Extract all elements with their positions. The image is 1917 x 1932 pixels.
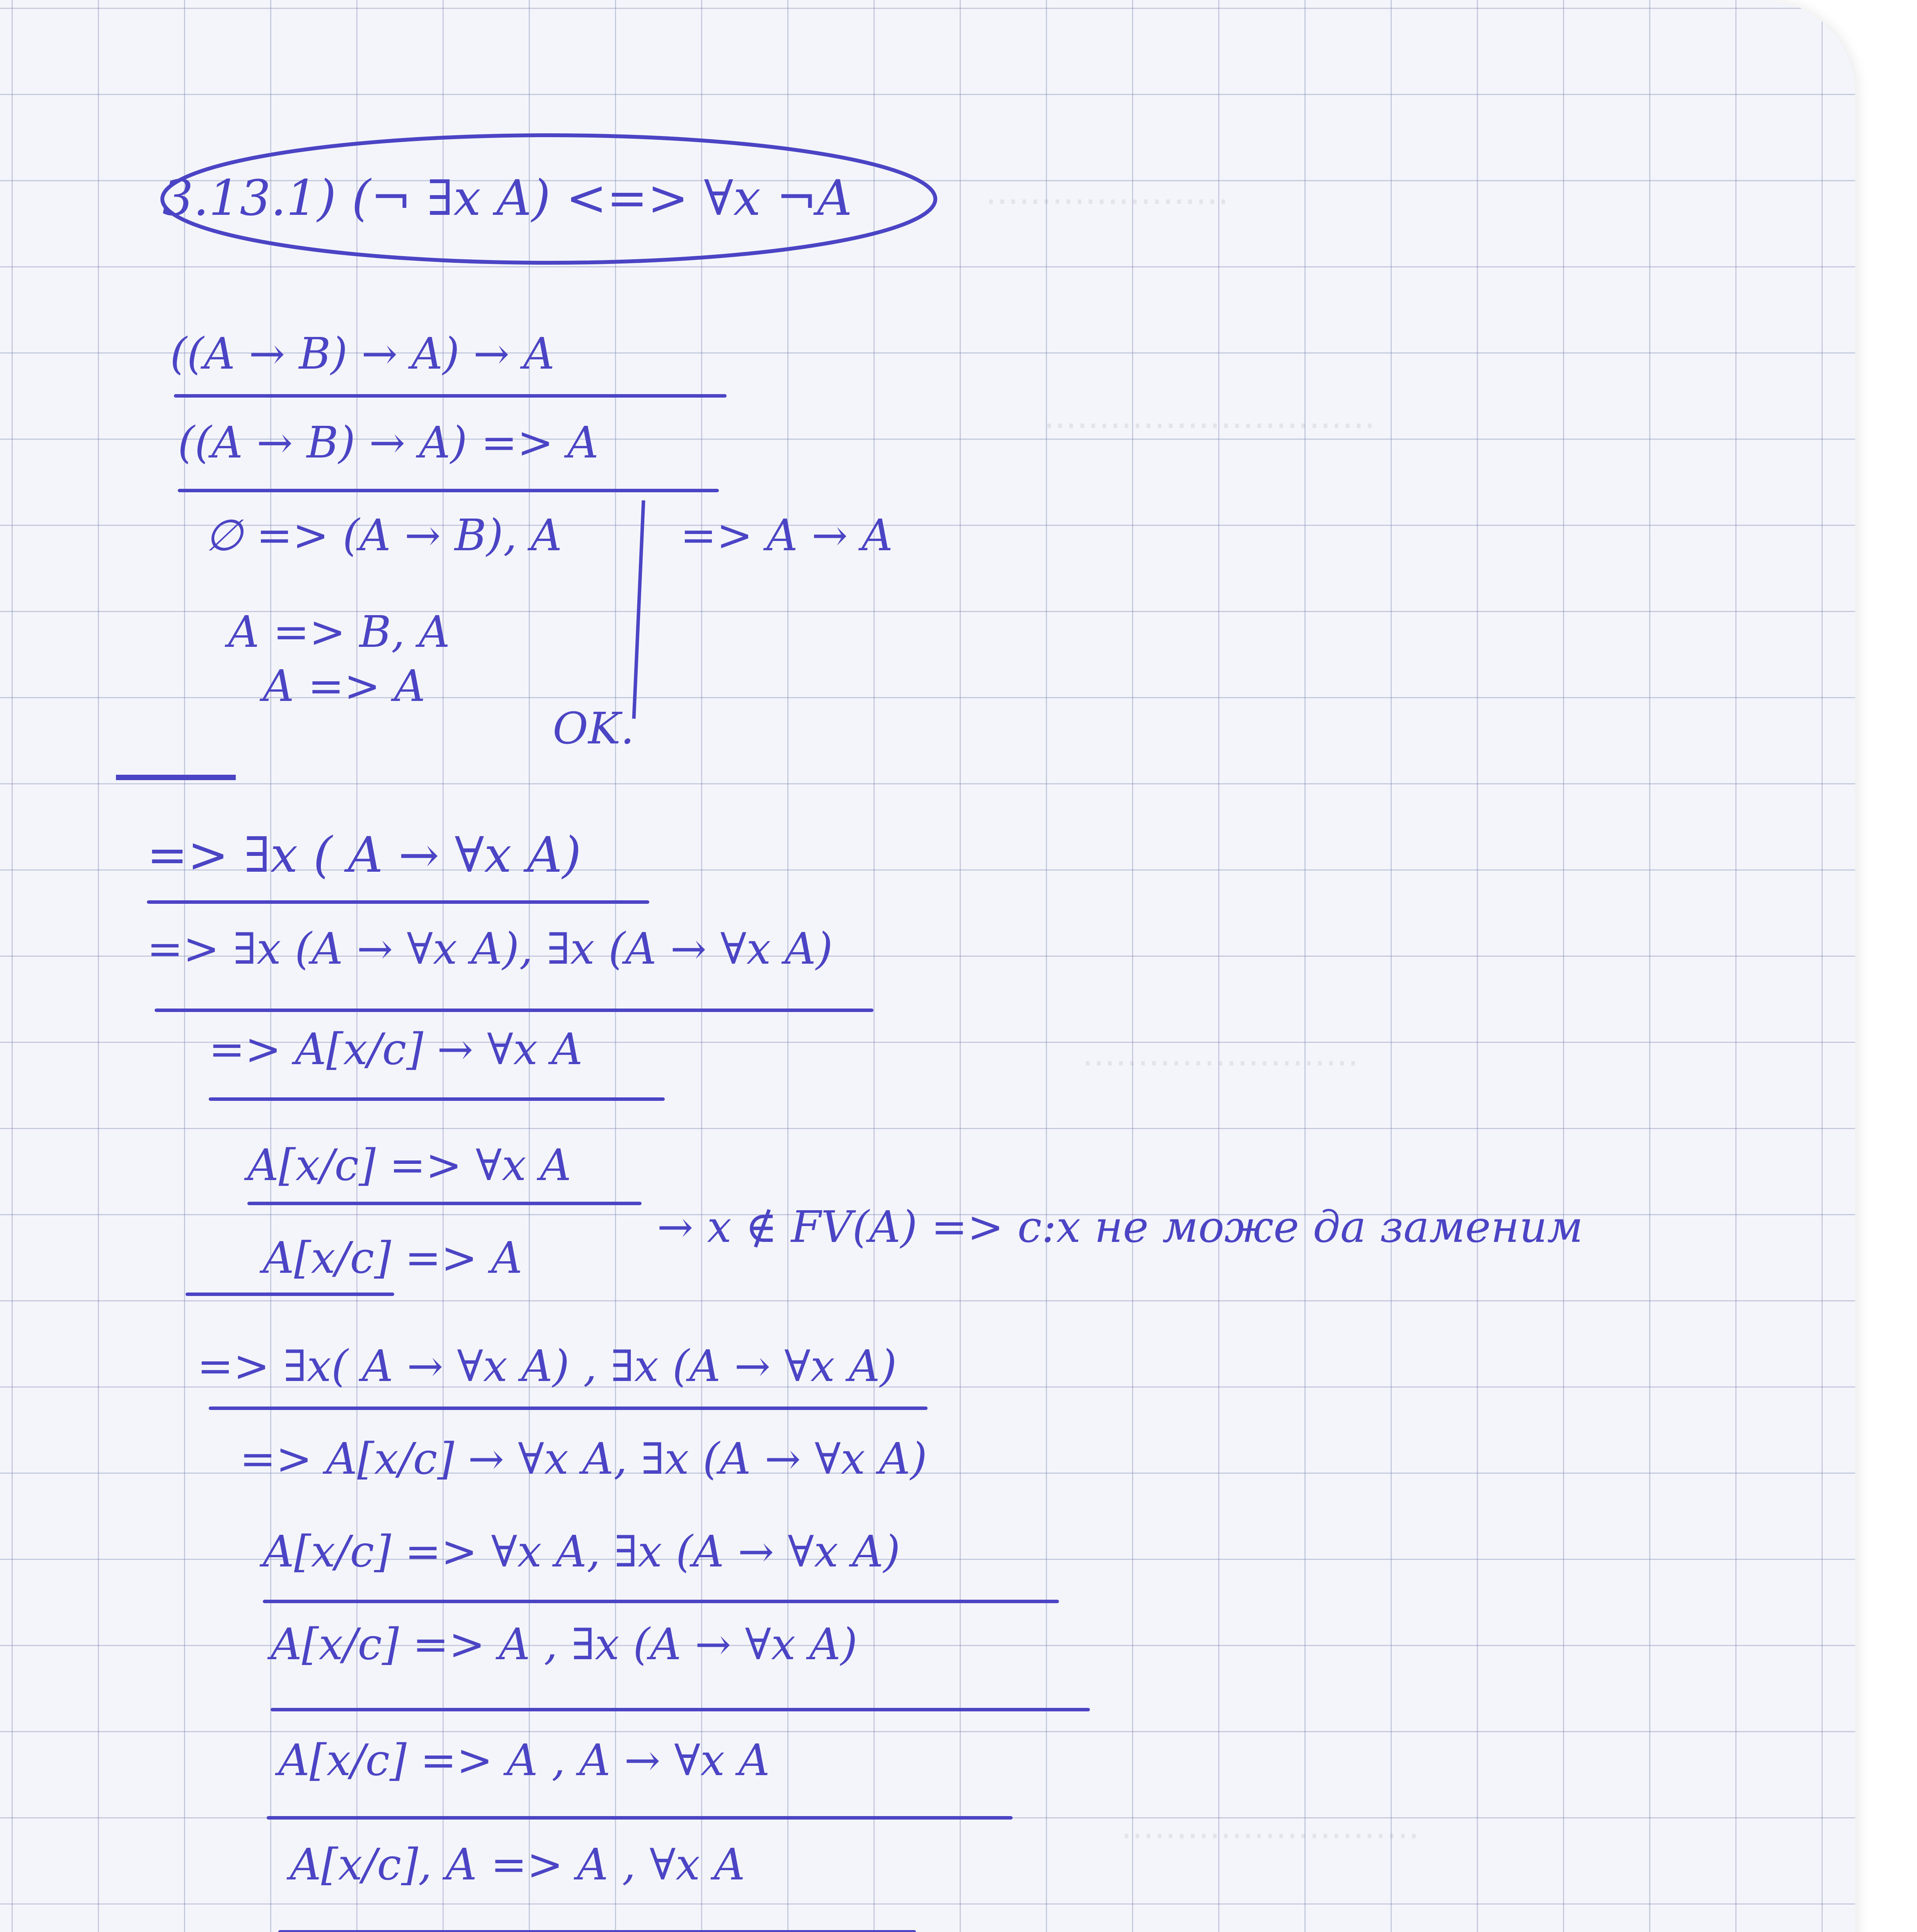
- proof3-line: => A[x/c] → ∀x A, ∃x (A → ∀x A): [240, 1434, 927, 1484]
- proof1-line: A => A: [263, 661, 426, 711]
- proof2-line: => A[x/c] → ∀x A: [209, 1024, 583, 1075]
- margin-note: → x ∉ FV(A) => c:x не може да заменим: [657, 1202, 1583, 1252]
- proof3-line: => ∃x( A → ∀x A) , ∃x (A → ∀x A): [197, 1341, 897, 1391]
- proof2-line: A[x/c] => A: [263, 1233, 523, 1283]
- inference-bar: [271, 1708, 1090, 1711]
- inference-bar: [178, 489, 719, 492]
- inference-bar: [278, 1930, 916, 1932]
- inference-bar: [155, 1009, 873, 1012]
- proof1-line: => A → A: [680, 510, 893, 561]
- inference-bar: [247, 1202, 642, 1205]
- inference-bar: [209, 1406, 928, 1410]
- inference-bar: [174, 394, 727, 398]
- proof1-line: A => B, A: [228, 607, 450, 657]
- ok-mark: OK.: [553, 704, 635, 754]
- proof2-line: => ∃x (A → ∀x A), ∃x (A → ∀x A): [147, 924, 833, 974]
- inference-bar: [267, 1816, 1013, 1820]
- inference-bar: [186, 1293, 394, 1296]
- bleed-through-text: ······························: [1044, 406, 1376, 446]
- proof1-line: ∅ => (A → B), A: [205, 510, 562, 561]
- proof2-line: => ∃x ( A → ∀x A): [147, 827, 581, 883]
- section-separator-mark: [0, 771, 236, 784]
- inference-bar: [147, 900, 649, 904]
- inference-bar: [209, 1097, 665, 1101]
- proof1-line: ((A → B) → A) → A: [170, 329, 555, 379]
- bleed-through-text: ·························: [1082, 1043, 1359, 1084]
- proof1-line: ((A → B) → A) => A: [178, 418, 599, 468]
- proof3-line: A[x/c] => A , ∃x (A → ∀x A): [271, 1619, 858, 1670]
- bleed-through-text: ···························: [1121, 1816, 1420, 1857]
- proof3-line: A[x/c], A => A , ∀x A: [290, 1840, 745, 1890]
- exercise-title: 3.13.1) (¬ ∃x A) <=> ∀x ¬A: [162, 170, 852, 226]
- proof3-line: A[x/c] => ∀x A, ∃x (A → ∀x A): [263, 1527, 901, 1577]
- proof2-line: A[x/c] => ∀x A: [247, 1140, 572, 1190]
- proof3-line: A[x/c] => A , A → ∀x A: [278, 1735, 770, 1786]
- inference-bar: [263, 1600, 1059, 1603]
- bleed-through-text: ······················: [986, 182, 1229, 222]
- proof-branch-line: [634, 500, 644, 719]
